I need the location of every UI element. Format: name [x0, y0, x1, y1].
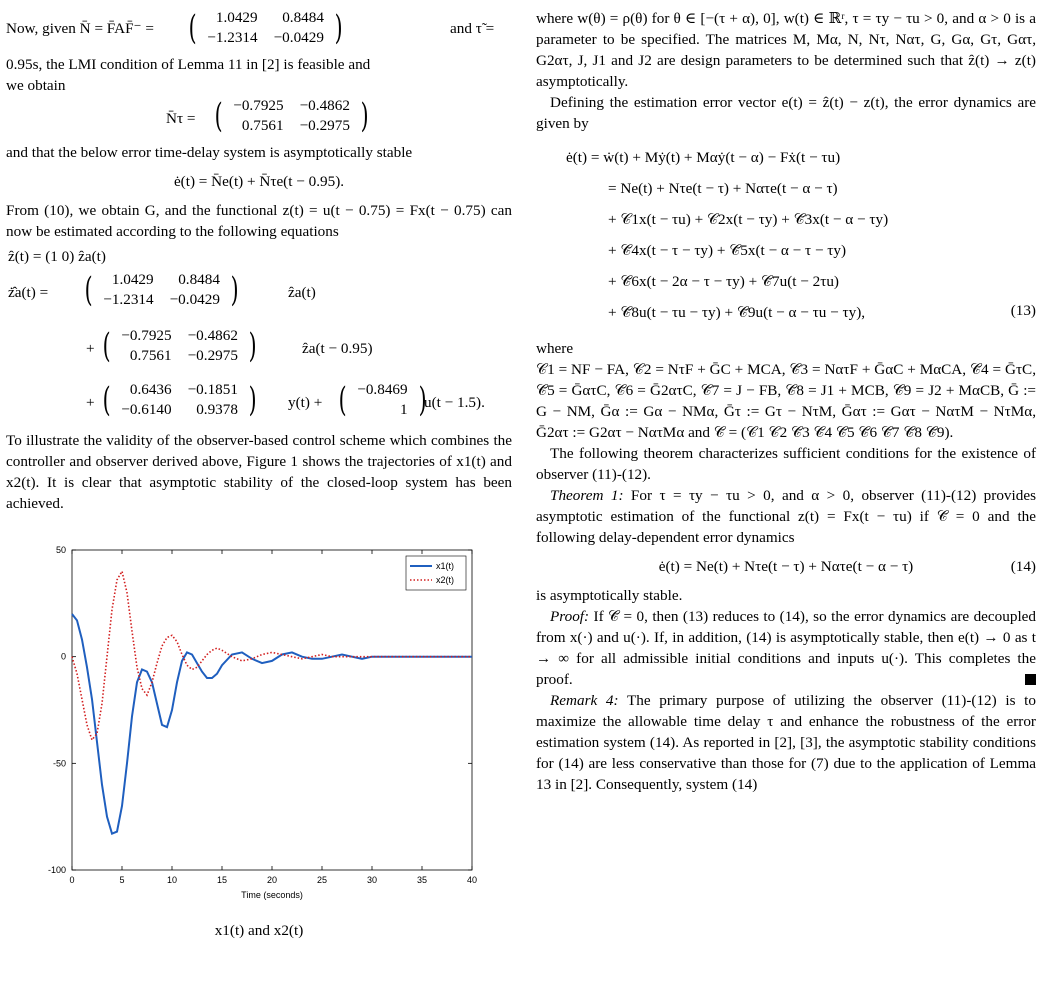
trajectory-figure	[6, 534, 512, 914]
b-matrix-cell: −0.2975	[187, 347, 238, 364]
error-equation: ė(t) = N̄e(t) + N̄τe(t − 0.95).	[173, 173, 345, 190]
y-tick-label: 0	[60, 651, 66, 662]
estimator-c-matrix: ( 0.6436 −0.1851 −0.6140 0.9378 )	[102, 380, 257, 420]
theorem-text: For τ = τy − τu > 0, and α > 0, observer (11)-(12) provides asymptotic estimation of the functional z(t) = Fx(t − τu) if 𝒞̄ = 0 and the following delay-dependent error dynamics	[536, 487, 1036, 546]
plus-sign-2: +	[86, 394, 95, 411]
estimator-b-matrix: ( −0.7925 −0.4862 0.7561 −0.2975 )	[102, 326, 257, 366]
ntau-matrix: ( −0.7925 −0.4862 0.7561 −0.2975 )	[214, 96, 369, 136]
a-matrix-cell: −1.2314	[103, 291, 154, 308]
n-matrix-cell: 1.0429	[215, 9, 258, 26]
proof-text: If 𝒞̄ = 0, then (13) reduces to (14), so the error dynamics are decoupled from x(·) and u(·). If, in addition, (14) is asymptotically stable, then e(t) → 0 as t → ∞ for all admissible initial conditions and inputs u(·). This completes the proof.	[536, 608, 1036, 688]
x-tick-label: 15	[216, 875, 228, 885]
d-vector-cell: 1	[400, 401, 408, 418]
equation-13-line: + 𝒞1x(t − τu) + 𝒞2x(t − τy) + 𝒞̄3x(t − α − τy)	[608, 211, 889, 228]
ntau-matrix-cell: −0.2975	[299, 117, 350, 134]
estimator-line-1: ẑ(t) = (1 0) ẑa(t)	[8, 248, 106, 265]
y-tick-label: -50	[52, 758, 66, 769]
ntau-equation	[6, 96, 512, 142]
equation-13-line: + 𝒞̄4x(t − τ − τy) + 𝒞̄5x(t − α − τ − τy)	[608, 242, 847, 259]
a-matrix-cell: 1.0429	[111, 271, 154, 288]
proof-label: Proof:	[550, 608, 590, 625]
figure-caption: x1(t) and x2(t)	[214, 922, 304, 939]
n-matrix-cell: −0.0429	[273, 29, 324, 46]
legend-label: x2(t)	[436, 575, 454, 585]
remark-4	[536, 690, 1036, 795]
x-tick-label: 40	[466, 875, 478, 885]
x-tick-label: 35	[416, 875, 428, 885]
theorem-intro: The following theorem characterizes sufficient conditions for the existence of observer (11)-(12).	[536, 445, 1036, 483]
y-tick-label: -100	[47, 865, 66, 875]
equation-14-body: ė(t) = Ne(t) + Nτe(t − τ) + Nατe(t − α − τ)	[658, 558, 914, 575]
remark-label: Remark 4:	[550, 692, 619, 709]
ntau-matrix-cell: −0.4862	[299, 97, 350, 114]
ntau-label: N̄τ =	[166, 110, 196, 127]
equation-13-lines	[536, 142, 1036, 328]
x-tick-label: 5	[119, 875, 125, 885]
equation-14	[536, 556, 1036, 577]
equation-14-number: (14)	[1010, 558, 1036, 575]
estimator-d-vector: ( −0.8469 1 )	[338, 380, 427, 420]
x-axis-label: Time (seconds)	[241, 890, 303, 900]
ntau-matrix-cell: 0.7561	[241, 117, 284, 134]
c-matrix-cell: −0.1851	[187, 381, 238, 398]
equation-13-number: (13)	[1010, 302, 1036, 319]
b-matrix-cell: −0.4862	[187, 327, 238, 344]
intro-text-b: and τ̃ =	[450, 20, 495, 37]
theorem-1	[536, 485, 1036, 548]
theorem-label: Theorem 1:	[550, 487, 624, 504]
qed-square	[1025, 674, 1036, 685]
c-matrix-cell: 0.6436	[129, 381, 172, 398]
definitions-paragraph: where w(θ) = ρ(θ) for θ ∈ [−(τ + α), 0], w(t) ∈ ℝʳ, τ = τy − τu > 0, and α > 0 is a parameter to be specified. The matrices M, Mα, N, Nτ, Nατ, G, Gα, Gτ, Gατ, G2ατ, J, J1 and J2 are design parameters to be determined such that ẑ(t) → z(t) asymptotically.	[536, 10, 1036, 90]
equation-13-line: + 𝒞̄8u(t − τu − τy) + 𝒞̄9u(t − α − τu − τy),	[608, 304, 866, 321]
coefficient-definitions: 𝒞1 = NF − FA, 𝒞2 = NτF + ḠC + MCA, 𝒞̄3 = NατF + ḠαC + MαCA, 𝒞̄4 = ḠτC, 𝒞̄5 = ḠατC, 𝒞̄6 = Ḡ2ατC, 𝒞̄7 = J − FB, 𝒞̄8 = J1 + MCB, 𝒞̄9 = J2 + MαCB, Ḡ := G − NM, Ḡα := Gα − NMα, Ḡτ := Gτ − NτM, Ḡατ := Gατ − NατM − NτMα, Ḡ2ατ := G2ατ − NατMα and 𝒞̄ = (𝒞1 𝒞2 𝒞̄3 𝒞̄4 𝒞̄5 𝒞̄6 𝒞̄7 𝒞̄8 𝒞̄9).	[536, 361, 1036, 441]
estimator-term-1: ẑa(t)	[288, 284, 316, 301]
x-tick-label: 20	[266, 875, 278, 885]
trajectory-chart	[16, 534, 496, 914]
n-matrix-cell: 0.8484	[282, 9, 324, 26]
a-matrix-cell: −0.0429	[169, 291, 220, 308]
x-tick-label: 30	[366, 875, 378, 885]
intro-paragraph	[6, 8, 512, 54]
a-matrix-cell: 0.8484	[178, 271, 220, 288]
estimator-equations	[6, 246, 512, 426]
estimator-term-3u: u(t − 1.5).	[424, 394, 485, 411]
equation-13-line: ė(t) = ẇ(t) + Mẏ(t) + Mαẏ(t − α) − Fẋ(t − τu)	[566, 149, 841, 166]
error-vector-paragraph: Defining the estimation error vector e(t) = ẑ(t) − z(t), the error dynamics are given by	[536, 94, 1036, 132]
x-tick-label: 10	[166, 875, 178, 885]
stability-statement: is asymptotically stable.	[536, 587, 683, 604]
equation-13-line: = Ne(t) + Nτe(t − τ) + Nατe(t − α − τ)	[608, 180, 838, 197]
estimator-lhs: ż̂a(t) =	[8, 284, 49, 301]
estimator-a-matrix: ( 1.0429 0.8484 −1.2314 −0.0429 )	[84, 270, 239, 310]
functional-paragraph: From (10), we obtain G, and the functional z(t) = u(t − 0.75) = Fx(t − 0.75) can now be estimated according to the following equations	[6, 202, 512, 240]
b-matrix-cell: −0.7925	[121, 327, 172, 344]
legend-label: x1(t)	[436, 561, 454, 571]
c-matrix-cell: 0.9378	[196, 401, 238, 418]
proof	[536, 606, 1036, 690]
b-matrix-cell: 0.7561	[129, 347, 172, 364]
y-tick-label: 50	[55, 545, 66, 555]
ntau-matrix-cell: −0.7925	[233, 97, 284, 114]
intro-text-d: we obtain	[6, 77, 66, 94]
where-label: where	[536, 340, 574, 357]
n-bar-matrix: ( 1.0429 0.8484 −1.2314 −0.0429 )	[188, 8, 343, 48]
equation-13	[536, 142, 1036, 332]
x-tick-label: 25	[316, 875, 328, 885]
right-column	[536, 8, 1036, 795]
c-matrix-cell: −0.6140	[121, 401, 172, 418]
plus-sign-1: +	[86, 340, 95, 357]
stability-paragraph: and that the below error time-delay system is asymptotically stable	[6, 144, 413, 161]
x-tick-label: 0	[69, 875, 75, 885]
estimator-term-3y: y(t) +	[288, 394, 323, 411]
left-column	[6, 8, 512, 941]
d-vector-cell: −0.8469	[357, 381, 408, 398]
remark-text: The primary purpose of utilizing the observer (11)-(12) is to maximize the allowable time delay τ and enhance the robustness of the error estimation system (14). As reported in [2], [3], the asymptotic stability conditions for (14) are less conservative than those for (7) due to the application of Lemma 13 in [2]. Consequently, system (14)	[536, 692, 1036, 793]
estimator-term-2: ẑa(t − 0.95)	[302, 340, 373, 357]
intro-text-c: 0.95s, the LMI condition of Lemma 11 in [2] is feasible and	[6, 56, 371, 73]
illustration-paragraph: To illustrate the validity of the observer-based control scheme which combines the controller and observer derived above, Figure 1 shows the trajectories of x1(t) and x2(t). It is clear that asymptotic stability of the closed-loop system has been achieved.	[6, 432, 512, 512]
n-matrix-cell: −1.2314	[207, 29, 258, 46]
equation-13-line: + 𝒞̄6x(t − 2α − τ − τy) + 𝒞̄7u(t − 2τu)	[608, 273, 839, 290]
intro-text-a: Now, given N̄ = F̄AF̄⁻ =	[6, 20, 154, 37]
